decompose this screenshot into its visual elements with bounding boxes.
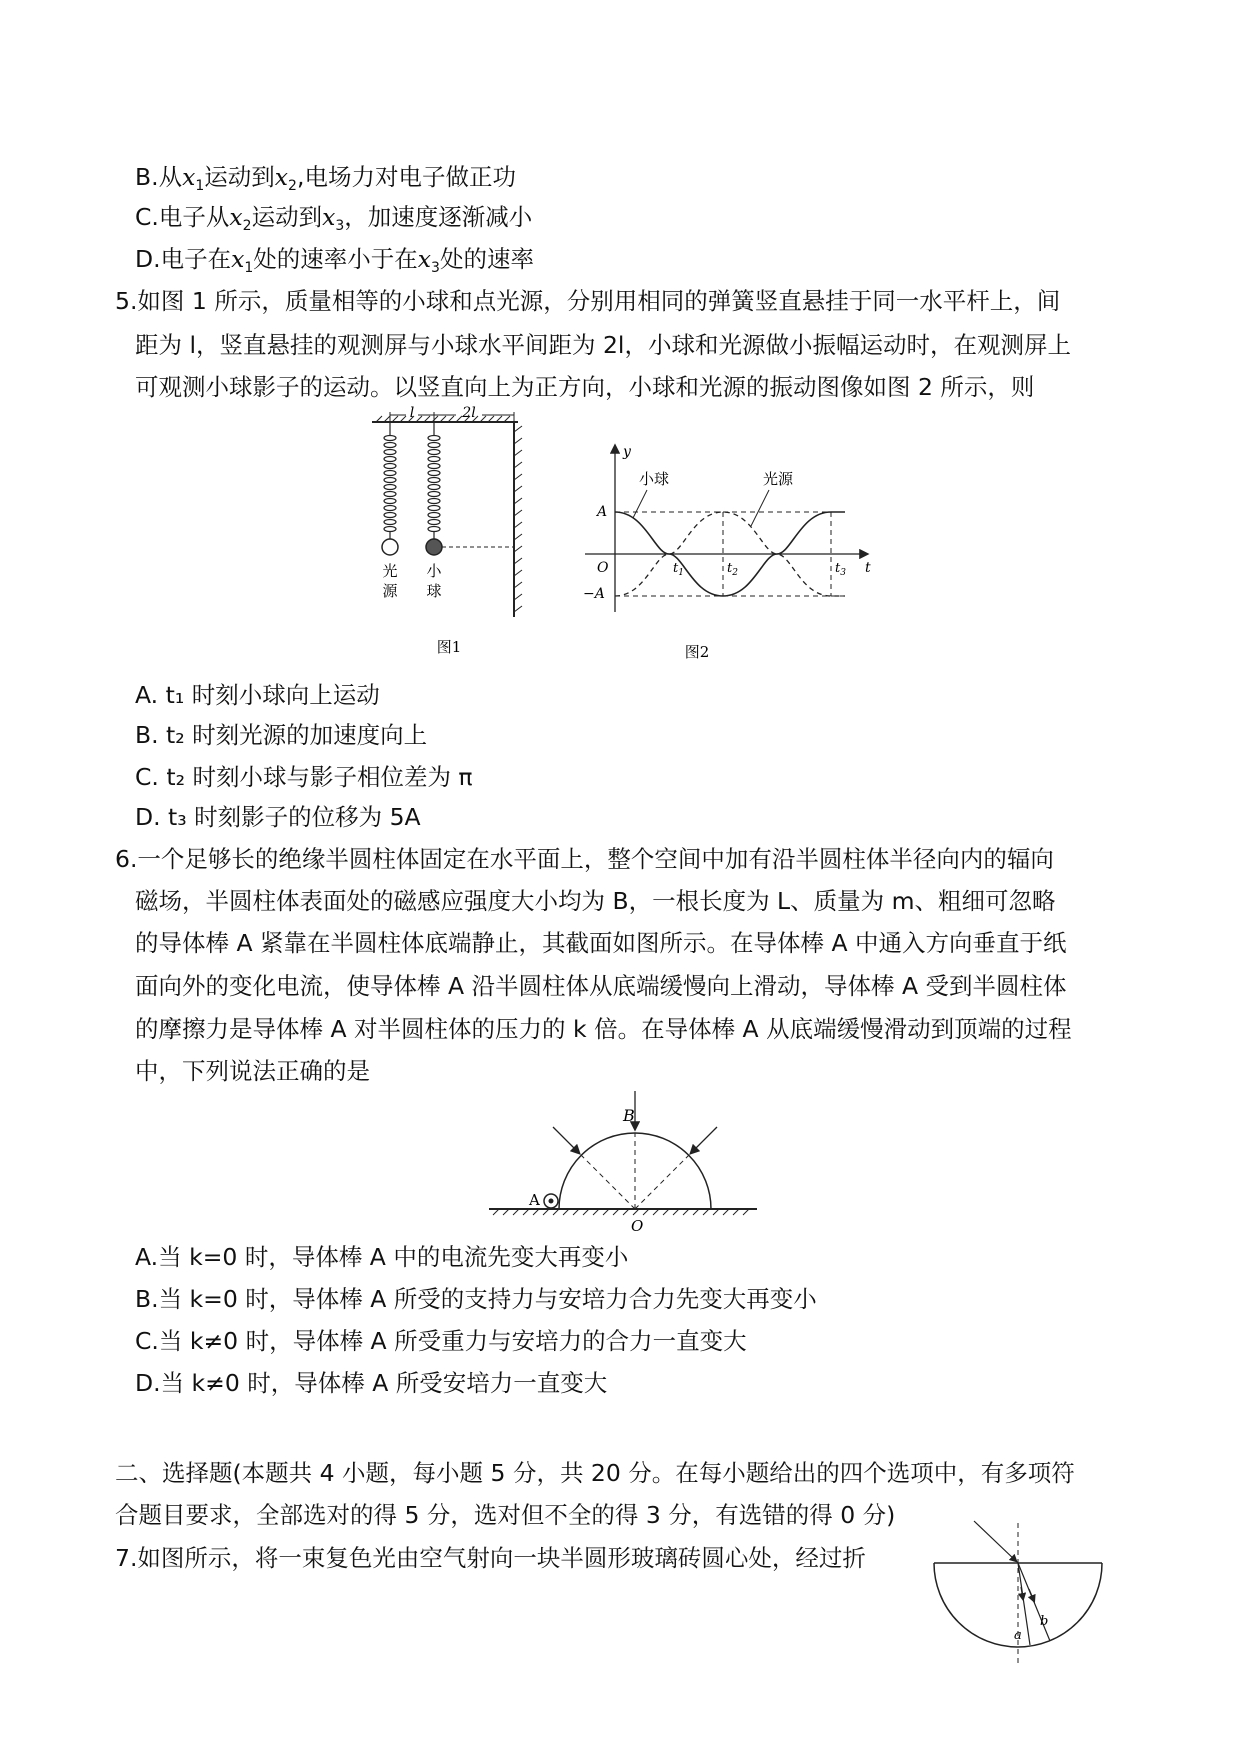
q7-label-a: a: [1014, 1628, 1022, 1643]
section-2-heading-line-2: 合题目要求，全部选对的得 5 分，选对但不全的得 3 分，有选错的得 0 分): [115, 1501, 896, 1529]
q6-stem-line-5: 的摩擦力是导体棒 A 对半圆柱体的压力的 k 倍。在导体棒 A 从底端缓慢滑动到顶端的过程: [135, 1015, 1072, 1043]
fig2-origin-label: O: [597, 560, 609, 576]
q7-figure: [930, 1515, 1140, 1675]
q6-stem-line-1: 6.一个足够长的绝缘半圆柱体固定在水平面上，整个空间中加有沿半圆柱体半径向内的辐向: [115, 845, 1054, 873]
q5-stem-line-2: 距为 l，竖直悬挂的观测屏与小球水平间距为 2l，小球和光源做小振幅运动时，在观测屏上: [135, 331, 1071, 359]
q6-figure: [485, 1085, 765, 1235]
q4-option-b: B.从$x_1$运动到$x_2$,电场力对电子做正功: [135, 163, 516, 194]
fig1-ball: [426, 539, 442, 555]
q4-option-c: C.电子从$x_2$运动到$x_3$，加速度逐渐减小: [135, 203, 533, 234]
q6-option-b: B.当 k=0 时，导体棒 A 所受的支持力与安培力合力先变大再变小: [135, 1285, 817, 1313]
q4-option-d: D.电子在$x_1$处的速率小于在$x_3$处的速率: [135, 245, 534, 276]
q5-figure-2: [575, 432, 875, 667]
fig1-label-l: l: [409, 405, 415, 421]
fig1-ball-label-1: 小: [426, 562, 442, 580]
fig2-caption: 图2: [684, 643, 710, 661]
fig2-t1-label: $t_1$: [673, 561, 684, 578]
q5-option-a: A. t₁ 时刻小球向上运动: [135, 681, 380, 709]
fig1-label-2l: 2l: [462, 405, 476, 421]
fig2-neg-a-label: −A: [583, 586, 605, 602]
q6-stem-line-6: 中，下列说法正确的是: [135, 1057, 370, 1085]
q6-option-a: A.当 k=0 时，导体棒 A 中的电流先变大再变小: [135, 1243, 629, 1271]
q5-option-c: C. t₂ 时刻小球与影子相位差为 π: [135, 763, 473, 791]
q6-label-a: A: [529, 1191, 540, 1209]
q6-label-o: O: [631, 1217, 644, 1235]
q6-label-b: B: [623, 1106, 635, 1125]
fig2-t3-label: $t_3$: [835, 561, 846, 578]
q7-label-b: b: [1040, 1614, 1049, 1629]
fig2-light-curve-label: 光源: [763, 470, 794, 488]
fig1-light-label-2: 源: [382, 582, 398, 600]
q6-option-c: C.当 k≠0 时，导体棒 A 所受重力与安培力的合力一直变大: [135, 1327, 747, 1355]
q6-stem-line-4: 面向外的变化电流，使导体棒 A 沿半圆柱体从底端缓慢向上滑动，导体棒 A 受到半圆柱体: [135, 972, 1067, 1000]
fig1-spring-left: [384, 422, 396, 540]
q6-stem-line-2: 磁场，半圆柱体表面处的磁感应强度大小均为 B，一根长度为 L、质量为 m、粗细可忽略: [135, 887, 1056, 915]
fig2-y-label: y: [623, 444, 631, 460]
fig1-caption: 图1: [436, 638, 462, 656]
fig2-t2-label: $t_2$: [727, 561, 738, 578]
q5-option-d: D. t₃ 时刻影子的位移为 5A: [135, 803, 421, 831]
q7-ray-b: [1018, 1563, 1050, 1641]
section-2-heading-line-1: 二、选择题(本题共 4 小题，每小题 5 分，共 20 分。在每小题给出的四个选项中，有多项符: [115, 1459, 1075, 1487]
fig2-a-label: A: [597, 504, 608, 520]
q5-stem-line-3: 可观测小球影子的运动。以竖直向上为正方向，小球和光源的振动图像如图 2 所示，则: [135, 373, 1035, 401]
fig1-ball-label-2: 球: [426, 582, 442, 600]
q6-stem-line-3: 的导体棒 A 紧靠在半圆柱体底端静止，其截面如图所示。在导体棒 A 中通入方向垂直于纸: [135, 929, 1067, 957]
q5-figure-1: [370, 402, 530, 667]
q5-option-b: B. t₂ 时刻光源的加速度向上: [135, 721, 428, 749]
q5-stem-line-1: 5.如图 1 所示，质量相等的小球和点光源，分别用相同的弹簧竖直悬挂于同一水平杆上，间: [115, 287, 1061, 315]
fig2-t-label: t: [865, 560, 871, 576]
fig1-spring-right: [428, 422, 440, 540]
fig2-ball-curve-label: 小球: [639, 470, 670, 488]
q7-incident-ray: [974, 1521, 1016, 1561]
q7-stem-line-1: 7.如图所示，将一束复色光由空气射向一块半圆形玻璃砖圆心处，经过折: [115, 1544, 866, 1572]
fig1-light-label-1: 光: [382, 562, 398, 580]
q6-option-d: D.当 k≠0 时，导体棒 A 所受安培力一直变大: [135, 1369, 608, 1397]
fig1-light-source: [382, 539, 398, 555]
